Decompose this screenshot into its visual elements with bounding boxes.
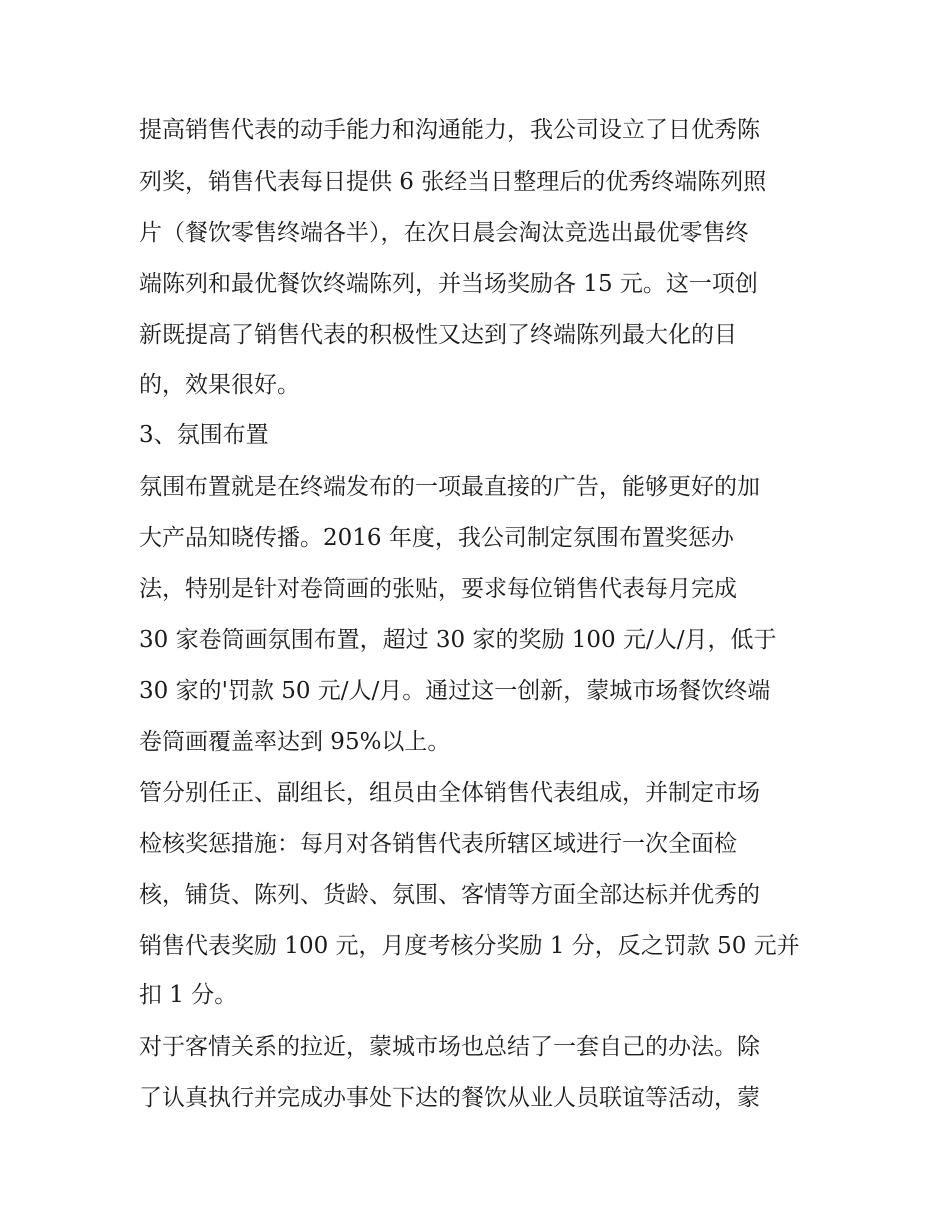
section-heading: 3、氛围布置	[139, 422, 269, 448]
paragraph-line: 端陈列和最优餐饮终端陈列，并当场奖励各 15 元。这一项创	[139, 271, 758, 297]
paragraph-line: 片（餐饮零售终端各半），在次日晨会淘汰竞选出最优零售终	[139, 220, 749, 246]
paragraph-line: 提高销售代表的动手能力和沟通能力，我公司设立了日优秀陈	[139, 117, 760, 143]
paragraph-line: 检核奖惩措施：每月对各销售代表所辖区域进行一次全面检	[139, 831, 737, 857]
paragraph-line: 法，特别是针对卷筒画的张贴，要求每位销售代表每月完成	[139, 576, 737, 602]
paragraph-line: 核，铺货、陈列、货龄、氛围、客情等方面全部达标并优秀的	[139, 882, 760, 908]
paragraph-line: 氛围布置就是在终端发布的一项最直接的广告，能够更好的加	[139, 474, 760, 500]
paragraph-line: 新既提高了销售代表的积极性又达到了终端陈列最大化的目	[139, 322, 737, 348]
paragraph-line: 管分别任正、副组长，组员由全体销售代表组成，并制定市场	[139, 780, 760, 806]
paragraph-line: 卷筒画覆盖率达到 95%以上。	[139, 729, 451, 755]
paragraph-line: 扣 1 分。	[139, 982, 238, 1008]
paragraph-line: 30 家的'罚款 50 元/人/月。通过这一创新，蒙城市场餐饮终端	[139, 678, 771, 704]
paragraph-line: 30 家卷筒画氛围布置，超过 30 家的奖励 100 元/人/月，低于	[139, 627, 777, 653]
paragraph-line: 列奖，销售代表每日提供 6 张经当日整理后的优秀终端陈列照	[139, 169, 767, 195]
paragraph-line: 大产品知晓传播。2016 年度，我公司制定氛围布置奖惩办	[139, 525, 734, 551]
paragraph-line: 的，效果很好。	[139, 372, 300, 398]
paragraph-line: 了认真执行并完成办事处下达的餐饮从业人员联谊等活动，蒙	[139, 1085, 760, 1111]
paragraph-line: 销售代表奖励 100 元，月度考核分奖励 1 分，反之罚款 50 元并	[139, 933, 800, 959]
paragraph-line: 对于客情关系的拉近，蒙城市场也总结了一套自己的办法。除	[139, 1034, 760, 1060]
